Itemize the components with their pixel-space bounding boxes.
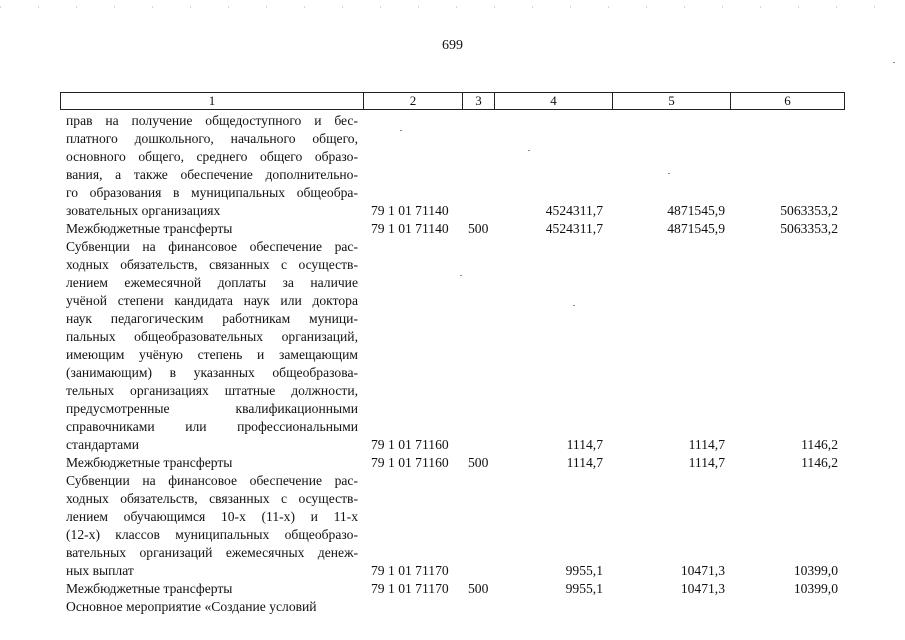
row-name-line: справочниками или профессиональными	[66, 419, 358, 434]
row-amount-year3: 1146,2	[801, 437, 838, 452]
row-expense-type: 500	[468, 581, 489, 596]
table-row	[0, 580, 905, 598]
row-name	[66, 112, 358, 220]
row-name-line: го образования в муниципальных общеобра-	[66, 185, 358, 200]
budget-table-body	[0, 112, 905, 616]
row-name	[66, 220, 358, 238]
row-amount-year2: 10471,3	[680, 563, 725, 578]
row-name	[66, 472, 358, 580]
column-header-3: 3	[463, 93, 495, 110]
row-name-line: прав на получение общедоступного и бес-	[66, 113, 358, 128]
row-name	[66, 454, 358, 472]
row-amount-year1: 1114,7	[566, 455, 603, 470]
scan-speck	[400, 130, 402, 131]
table-row	[0, 112, 905, 220]
row-name-line: Межбюджетные трансферты	[66, 455, 233, 470]
row-code: 79 1 01 71140	[371, 203, 449, 218]
scan-speck	[460, 275, 462, 276]
scan-speck	[668, 173, 670, 174]
column-header-table	[60, 92, 845, 110]
row-expense-type: 500	[468, 221, 489, 236]
row-name-line: вательных организаций ежемесячных денеж-	[66, 545, 358, 560]
row-amount-year2: 4871545,9	[667, 203, 725, 218]
row-code: 79 1 01 71170	[371, 581, 449, 596]
scan-speck	[528, 150, 530, 151]
column-header-1: 1	[61, 93, 364, 110]
row-amount-year2: 10471,3	[680, 581, 725, 596]
row-name-line: учёной степени кандидата наук или доктора	[66, 293, 358, 308]
row-amount-year1: 4524311,7	[545, 221, 603, 236]
table-row	[0, 220, 905, 238]
row-amount-year3: 1146,2	[801, 455, 838, 470]
column-header-row	[61, 93, 845, 110]
row-name-line: (занимающим) в указанных общеобразова-	[66, 365, 358, 380]
row-amount-year2: 1114,7	[688, 455, 725, 470]
row-code: 79 1 01 71160	[371, 437, 449, 452]
scan-artifact-top	[0, 6, 905, 8]
column-header-6: 6	[731, 93, 845, 110]
row-name-line: ходных обязательств, связанных с осуществ-	[66, 491, 358, 506]
row-name-line: Основное мероприятие «Создание условий	[66, 599, 317, 614]
column-header-5: 5	[613, 93, 731, 110]
row-name	[66, 580, 358, 598]
scan-speck	[893, 62, 895, 63]
row-name-line: платного дошкольного, начального общего,	[66, 131, 358, 146]
row-name-line: зовательных организациях	[66, 203, 221, 218]
table-row	[0, 238, 905, 454]
row-name-line: Межбюджетные трансферты	[66, 221, 233, 236]
column-header-4: 4	[495, 93, 613, 110]
row-amount-year1: 4524311,7	[545, 203, 603, 218]
row-name-line: вания, а также обеспечение дополнительно-	[66, 167, 358, 182]
row-name	[66, 598, 358, 616]
row-name-line: Субвенции на финансовое обеспечение рас-	[66, 473, 358, 488]
row-amount-year1: 9955,1	[565, 563, 603, 578]
row-name	[66, 238, 358, 454]
row-name-line: стандартами	[66, 437, 140, 452]
row-name-line: ходных обязательств, связанных с осуществ-	[66, 257, 358, 272]
scan-speck	[573, 305, 575, 306]
row-name-line: лением ежемесячной доплаты за наличие	[66, 275, 358, 290]
row-name-line: тельных организациях штатные должности,	[66, 383, 358, 398]
row-name-line: имеющим учёную степень и замещающим	[66, 347, 358, 362]
table-row	[0, 454, 905, 472]
row-name-line: Межбюджетные трансферты	[66, 581, 233, 596]
row-name-line: основного общего, среднего общего образо-	[66, 149, 358, 164]
row-code: 79 1 01 71160	[371, 455, 449, 470]
row-amount-year3: 5063353,2	[780, 221, 838, 236]
page-number: 699	[442, 38, 463, 53]
row-amount-year3: 10399,0	[793, 581, 838, 596]
table-row	[0, 598, 905, 616]
row-amount-year3: 5063353,2	[780, 203, 838, 218]
row-code: 79 1 01 71170	[371, 563, 449, 578]
row-amount-year2: 4871545,9	[667, 221, 725, 236]
row-name-line: (12-х) классов муниципальных общеобразо-	[66, 527, 358, 542]
row-amount-year1: 1114,7	[566, 437, 603, 452]
row-name-line: лением обучающимся 10-х (11-х) и 11-х	[66, 509, 358, 524]
table-row	[0, 472, 905, 580]
row-code: 79 1 01 71140	[371, 221, 449, 236]
row-expense-type: 500	[468, 455, 489, 470]
column-header-2: 2	[364, 93, 463, 110]
row-name-line: наук педагогическим работникам муници-	[66, 311, 358, 326]
row-amount-year2: 1114,7	[688, 437, 725, 452]
row-amount-year3: 10399,0	[793, 563, 838, 578]
row-name-line: Субвенции на финансовое обеспечение рас-	[66, 239, 358, 254]
row-name-line: предусмотренные квалификационными	[66, 401, 358, 416]
row-name-line: пальных общеобразовательных организаций,	[66, 329, 358, 344]
row-amount-year1: 9955,1	[565, 581, 603, 596]
row-name-line: ных выплат	[66, 563, 134, 578]
